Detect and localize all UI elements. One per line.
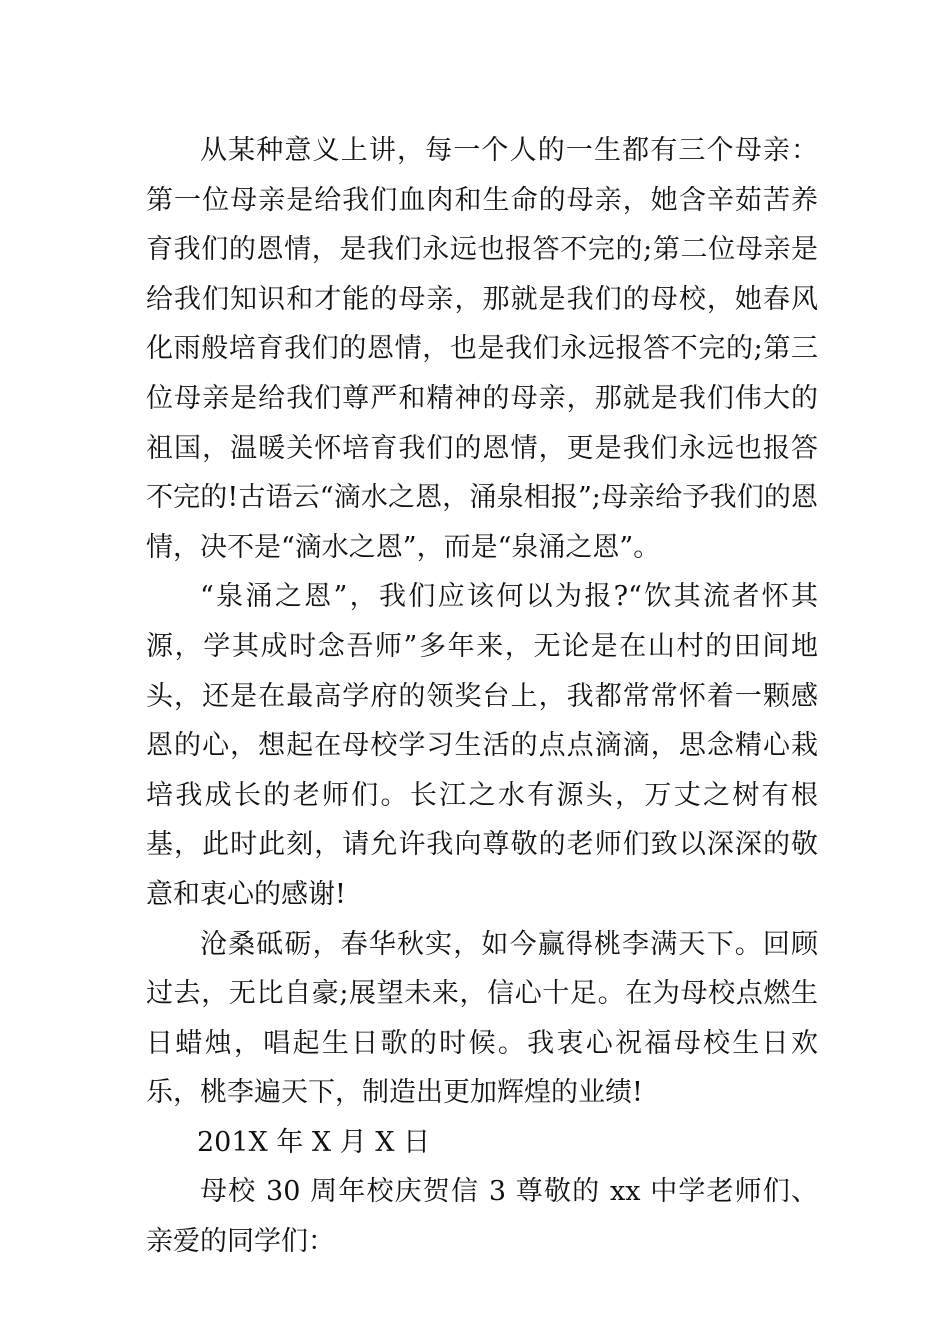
date-line: 201X 年 X 月 X 日: [197, 1126, 431, 1158]
paragraph-blessing: 沧桑砥砺，春华秋实，如今赢得桃李满天下。回顾过去，无比自豪;展望未来，信心十足。在为母校点燃生日蜡烛，唱起生日歌的时候。我衷心祝福母校生日欢乐，桃李遍天下，制造出更加辉煌的业绩!: [146, 928, 818, 1109]
paragraph-gratitude: “泉涌之恩”，我们应该何以为报?“饮其流者怀其源，学其成时念吾师”多年来，无论是在山村的田间地头，还是在最高学府的领奖台上，我都常常怀着一颗感恩的心，想起在母校学习生活的点点滴滴，思念精心栽培我成长的老师们。长江之水有源头，万丈之树有根基，此时此刻，请允许我向尊敬的老师们致以深深的敬意和衷心的感谢!: [146, 581, 818, 910]
paragraph-letter-heading: 母校 30 周年校庆贺信 3 尊敬的 xx 中学老师们、亲爱的同学们：: [146, 1176, 818, 1258]
paragraph-three-mothers: 从某种意义上讲，每一个人的一生都有三个母亲：第一位母亲是给我们血肉和生命的母亲，她含辛茹苦养育我们的恩情，是我们永远也报答不完的;第二位母亲是给我们知识和才能的母亲，那就是我们的母校，她春风化雨般培育我们的恩情，也是我们永远报答不完的;第三位母亲是给我们尊严和精神的母亲，那就是我们伟大的祖国，温暖关怀培育我们的恩情，更是我们永远也报答不完的!古语云“滴水之恩，涌泉相报”;母亲给予我们的恩情，决不是“滴水之恩”，而是“泉涌之恩”。: [146, 135, 818, 563]
document-body: [146, 126, 818, 1267]
